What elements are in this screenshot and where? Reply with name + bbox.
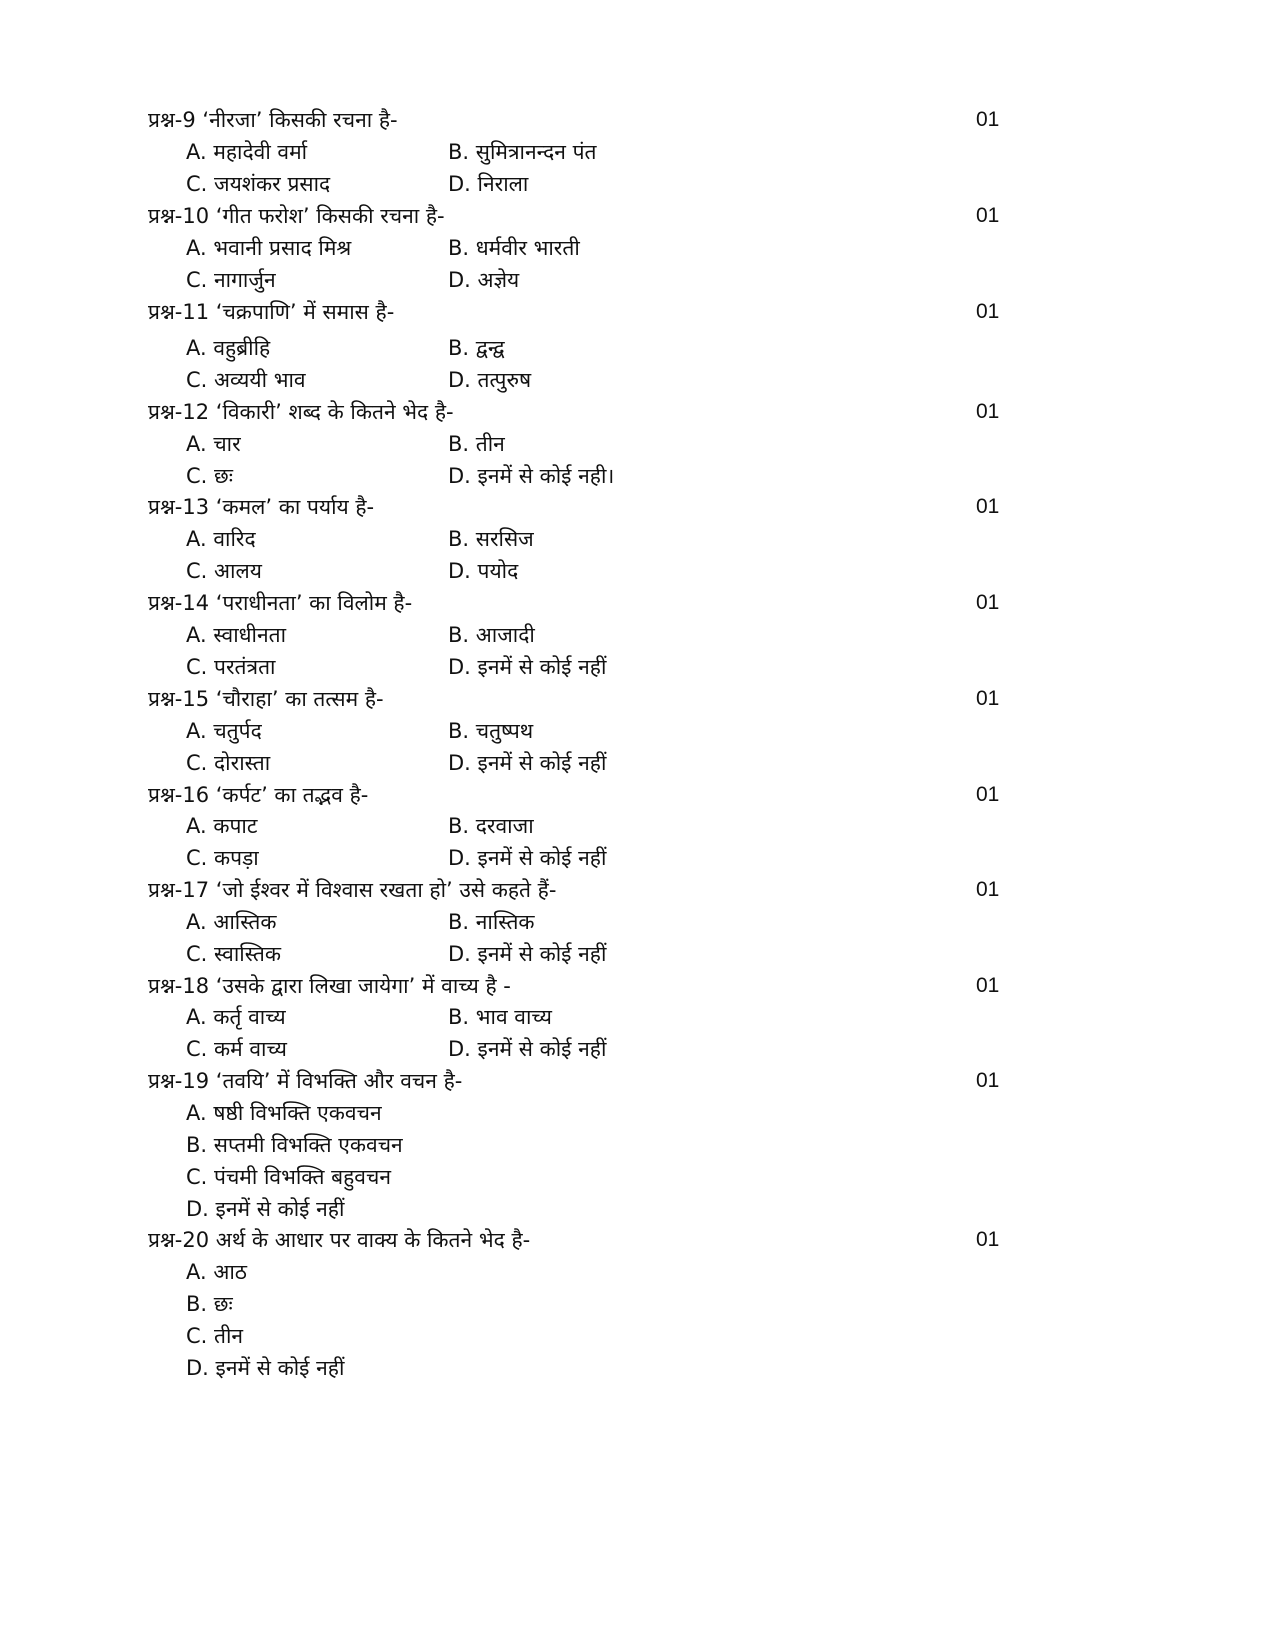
question-text: प्रश्न-10 ‘गीत फरोश’ किसकी रचना है- [148,204,445,228]
question-text: प्रश्न-18 ‘उसके द्वारा लिखा जायेगा’ में वाच्य है - [148,974,511,998]
question-text: प्रश्न-19 ‘तवयि’ में विभक्ति और वचन है- [148,1069,463,1093]
option-a: A. स्वाधीनता [186,623,287,647]
question-text: प्रश्न-17 ‘जो ईश्वर में विश्वास रखता हो’ उसे कहते हैं- [148,878,557,902]
question-12 [148,396,1008,428]
question-16 [148,779,1008,811]
question-9 [148,104,1008,136]
option-b: B. धर्मवीर भारती [448,236,580,260]
question-marks: 01 [976,687,1000,710]
option-d: D. इनमें से कोई नहीं [186,1197,345,1221]
question-marks: 01 [976,878,1000,901]
option-a: A. चार [186,432,241,456]
option-d: D. इनमें से कोई नहीं [448,1037,607,1061]
option-d: D. पयोद [448,559,519,583]
question-text: प्रश्न-16 ‘कर्पट’ का तद्भव है- [148,783,369,807]
option-b: B. नास्तिक [448,910,535,934]
question-marks: 01 [976,495,1000,518]
option-c: C. कपड़ा [186,846,259,870]
option-d: D. इनमें से कोई नही। [448,464,615,488]
question-marks: 01 [976,591,1000,614]
option-a: A. चतुर्पद [186,719,262,743]
option-c: C. अव्ययी भाव [186,368,306,392]
option-b: B. दरवाजा [448,814,534,838]
option-d: D. इनमें से कोई नहीं [448,655,607,679]
option-b: B. भाव वाच्य [448,1005,552,1029]
question-14 [148,587,1008,619]
option-a: A. आस्तिक [186,910,277,934]
option-d: D. तत्पुरुष [448,368,532,392]
option-c: C. स्वास्तिक [186,942,282,966]
option-d: D. इनमें से कोई नहीं [186,1356,345,1380]
option-c: C. आलय [186,559,262,583]
question-15 [148,683,1008,715]
question-20 [148,1224,1008,1256]
question-marks: 01 [976,204,1000,227]
option-d: D. इनमें से कोई नहीं [448,751,607,775]
option-a: A. षष्ठी विभक्ति एकवचन [186,1101,382,1125]
question-10 [148,200,1008,232]
question-text: प्रश्न-12 ‘विकारी’ शब्द के कितने भेद है- [148,400,454,424]
option-c: C. परतंत्रता [186,655,276,679]
option-b: B. चतुष्पथ [448,719,534,743]
question-13 [148,491,1008,523]
option-a: A. वारिद [186,527,256,551]
question-text: प्रश्न-14 ‘पराधीनता’ का विलोम है- [148,591,413,615]
option-b: B. तीन [448,432,505,456]
question-marks: 01 [976,300,1000,323]
question-marks: 01 [976,783,1000,806]
question-text: प्रश्न-20 अर्थ के आधार पर वाक्य के कितने भेद है- [148,1228,531,1252]
option-b: B. द्वन्द्व [448,336,505,360]
option-c: C. दोरास्ता [186,751,271,775]
question-text: प्रश्न-15 ‘चौराहा’ का तत्सम है- [148,687,384,711]
question-marks: 01 [976,1069,1000,1092]
option-a: A. कपाट [186,814,258,838]
question-19 [148,1065,1008,1097]
option-b: B. आजादी [448,623,535,647]
option-c: C. कर्म वाच्य [186,1037,287,1061]
question-text: प्रश्न-9 ‘नीरजा’ किसकी रचना है- [148,108,398,132]
question-17 [148,874,1008,906]
option-c: C. पंचमी विभक्ति बहुवचन [186,1165,391,1189]
option-a: A. आठ [186,1260,248,1284]
option-d: D. इनमें से कोई नहीं [448,846,607,870]
option-a: A. महादेवी वर्मा [186,140,308,164]
option-d: D. निराला [448,172,529,196]
question-marks: 01 [976,108,1000,131]
option-b: B. सुमित्रानन्दन पंत [448,140,597,164]
option-b: B. सरसिज [448,527,534,551]
option-a: A. भवानी प्रसाद मिश्र [186,236,352,260]
option-c: C. तीन [186,1324,244,1348]
question-18 [148,970,1008,1002]
question-marks: 01 [976,1228,1000,1251]
option-d: D. इनमें से कोई नहीं [448,942,607,966]
option-d: D. अज्ञेय [448,268,520,292]
question-marks: 01 [976,974,1000,997]
option-c: C. छः [186,464,233,488]
question-text: प्रश्न-11 ‘चक्रपाणि’ में समास है- [148,300,395,324]
option-a: A. कर्तृ वाच्य [186,1005,286,1029]
question-marks: 01 [976,400,1000,423]
option-c: C. नागार्जुन [186,268,276,292]
option-b: B. सप्तमी विभक्ति एकवचन [186,1133,403,1157]
option-b: B. छः [186,1292,233,1316]
option-c: C. जयशंकर प्रसाद [186,172,331,196]
question-11 [148,296,1008,328]
question-text: प्रश्न-13 ‘कमल’ का पर्याय है- [148,495,375,519]
option-a: A. वहुब्रीहि [186,336,271,360]
